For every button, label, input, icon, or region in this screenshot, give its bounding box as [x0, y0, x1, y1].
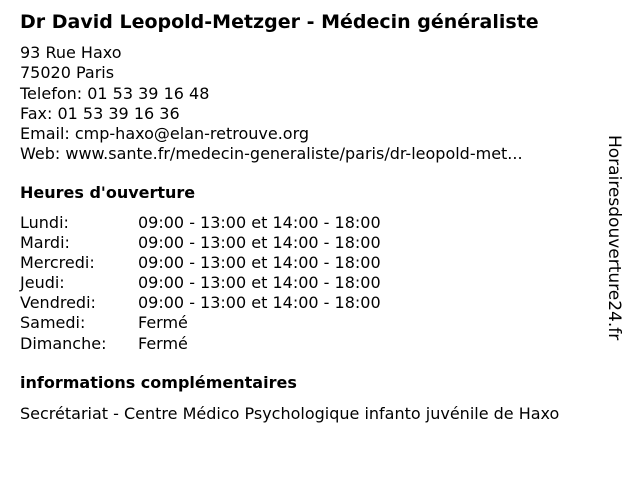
day-label: Jeudi: [20, 273, 65, 293]
time-value: 09:00 - 13:00 et 14:00 - 18:00 [138, 293, 381, 313]
time-value: Fermé [138, 333, 188, 353]
time-value: 09:00 - 13:00 et 14:00 - 18:00 [138, 233, 381, 253]
day-label: Mardi: [20, 233, 70, 253]
phone-number: Telefon: 01 53 39 16 48 [20, 83, 210, 103]
day-label: Vendredi: [20, 293, 96, 313]
day-label: Lundi: [20, 213, 69, 232]
city-address: 75020 Paris [20, 63, 115, 83]
fax-number: Fax: 01 53 39 16 36 [20, 103, 180, 123]
watermark-text: Horairesdouverture24.fr [604, 135, 624, 341]
day-label: Samedi: [20, 313, 86, 333]
hours-heading: Heures d'ouverture [20, 183, 196, 202]
website-url: Web: www.sante.fr/medecin-generaliste/paris/dr-leopold-met... [20, 144, 523, 164]
info-heading: informations complémentaires [20, 373, 297, 392]
info-text: Secrétariat - Centre Médico Psychologique infanto juvénile de Haxo [20, 404, 560, 423]
contact-block [20, 43, 523, 165]
time-value: 09:00 - 13:00 et 14:00 - 18:00 [138, 213, 381, 232]
page-title: Dr David Leopold-Metzger - Médecin généraliste [20, 11, 539, 33]
day-label: Dimanche: [20, 333, 107, 353]
street-address: 93 Rue Haxo [20, 43, 122, 62]
time-value: 09:00 - 13:00 et 14:00 - 18:00 [138, 273, 381, 293]
email-address: Email: cmp-haxo@elan-retrouve.org [20, 124, 310, 144]
time-value: Fermé [138, 313, 188, 333]
time-value: 09:00 - 13:00 et 14:00 - 18:00 [138, 253, 381, 273]
day-label: Mercredi: [20, 253, 95, 273]
